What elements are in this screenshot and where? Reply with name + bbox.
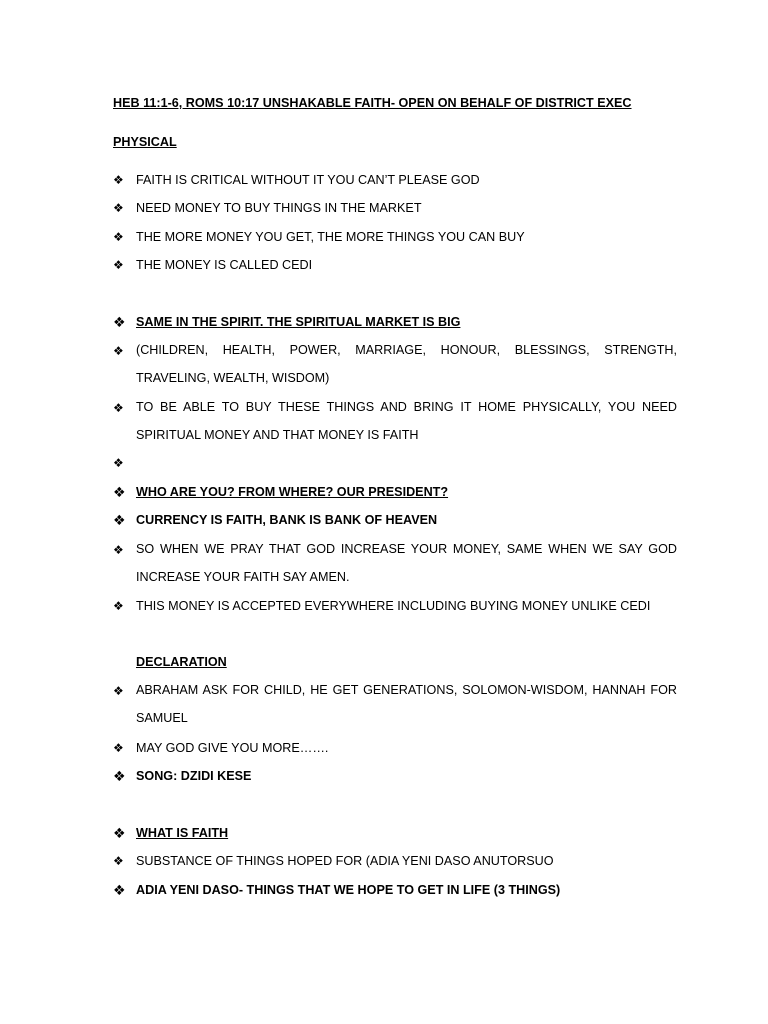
list-item — [113, 535, 677, 591]
list-item-text: (CHILDREN, HEALTH, POWER, MARRIAGE, HONOUR, BLESSINGS, STRENGTH, TRAVELING, WEALTH, WISDOM) — [136, 343, 677, 385]
list-item — [113, 882, 677, 898]
diamond-bullet-icon: ❖ — [113, 258, 124, 272]
list-item — [113, 676, 677, 732]
diamond-bullet-icon: ❖ — [113, 314, 126, 330]
list-item — [113, 314, 677, 330]
list-item — [113, 512, 677, 528]
list-item-text: SAME IN THE SPIRIT. THE SPIRITUAL MARKET IS BIG — [136, 315, 461, 329]
section-title-declaration: DECLARATION — [136, 655, 227, 669]
list-item — [113, 229, 677, 245]
diamond-bullet-icon: ❖ — [113, 854, 124, 868]
diamond-bullet-icon: ❖ — [113, 484, 126, 500]
list-item-text: WHO ARE YOU? FROM WHERE? OUR PRESIDENT? — [136, 485, 449, 499]
diamond-bullet-icon: ❖ — [113, 344, 124, 358]
list-item-text: ADIA YENI DASO- THINGS THAT WE HOPE TO GET IN LIFE (3 THINGS) — [136, 883, 561, 897]
list-item — [113, 336, 677, 392]
diamond-bullet-icon: ❖ — [113, 825, 126, 841]
list-item-text: CURRENCY IS FAITH, BANK IS BANK OF HEAVEN — [136, 513, 438, 527]
list-item-text: SO WHEN WE PRAY THAT GOD INCREASE YOUR MONEY, SAME WHEN WE SAY GOD INCREASE YOUR FAITH SAY AMEN. — [136, 542, 677, 584]
diamond-bullet-icon: ❖ — [113, 230, 124, 244]
list-item — [113, 825, 677, 841]
list-item-text: FAITH IS CRITICAL WITHOUT IT YOU CAN’T PLEASE GOD — [136, 173, 480, 187]
diamond-bullet-icon: ❖ — [113, 456, 124, 470]
diamond-bullet-icon: ❖ — [113, 684, 124, 698]
diamond-bullet-icon: ❖ — [113, 543, 124, 557]
list-item-text: THE MORE MONEY YOU GET, THE MORE THINGS YOU CAN BUY — [136, 230, 525, 244]
diamond-bullet-icon: ❖ — [113, 201, 124, 215]
section-title-physical: PHYSICAL — [113, 135, 177, 149]
list-item-text: THIS MONEY IS ACCEPTED EVERYWHERE INCLUDING BUYING MONEY UNLIKE CEDI — [136, 599, 651, 613]
list-item — [113, 257, 677, 273]
diamond-bullet-icon: ❖ — [113, 401, 124, 415]
list-item — [113, 200, 677, 216]
list-item-text: ABRAHAM ASK FOR CHILD, HE GET GENERATIONS, SOLOMON-WISDOM, HANNAH FOR SAMUEL — [136, 683, 677, 725]
list-item-text: WHAT IS FAITH — [136, 826, 229, 840]
document-heading: HEB 11:1-6, ROMS 10:17 UNSHAKABLE FAITH- OPEN ON BEHALF OF DISTRICT EXEC — [113, 96, 632, 110]
list-item-text: NEED MONEY TO BUY THINGS IN THE MARKET — [136, 201, 422, 215]
list-item-text: MAY GOD GIVE YOU MORE……. — [136, 741, 329, 755]
list-item — [113, 740, 677, 756]
diamond-bullet-icon: ❖ — [113, 599, 124, 613]
diamond-bullet-icon: ❖ — [113, 882, 126, 898]
diamond-bullet-icon: ❖ — [113, 768, 126, 784]
list-item-text: SUBSTANCE OF THINGS HOPED FOR (ADIA YENI DASO ANUTORSUO — [136, 854, 554, 868]
list-item-text: THE MONEY IS CALLED CEDI — [136, 258, 313, 272]
list-item-text: SONG: DZIDI KESE — [136, 769, 252, 783]
list-item — [113, 768, 677, 784]
diamond-bullet-icon: ❖ — [113, 741, 124, 755]
list-item — [113, 393, 677, 449]
list-item — [113, 598, 677, 614]
list-item — [113, 484, 677, 500]
list-item — [113, 172, 677, 188]
diamond-bullet-icon: ❖ — [113, 173, 124, 187]
list-item — [113, 853, 677, 869]
diamond-bullet-icon: ❖ — [113, 512, 126, 528]
list-item-text: TO BE ABLE TO BUY THESE THINGS AND BRING IT HOME PHYSICALLY, YOU NEED SPIRITUAL MONEY AND THAT MONEY IS FAITH — [136, 400, 677, 442]
